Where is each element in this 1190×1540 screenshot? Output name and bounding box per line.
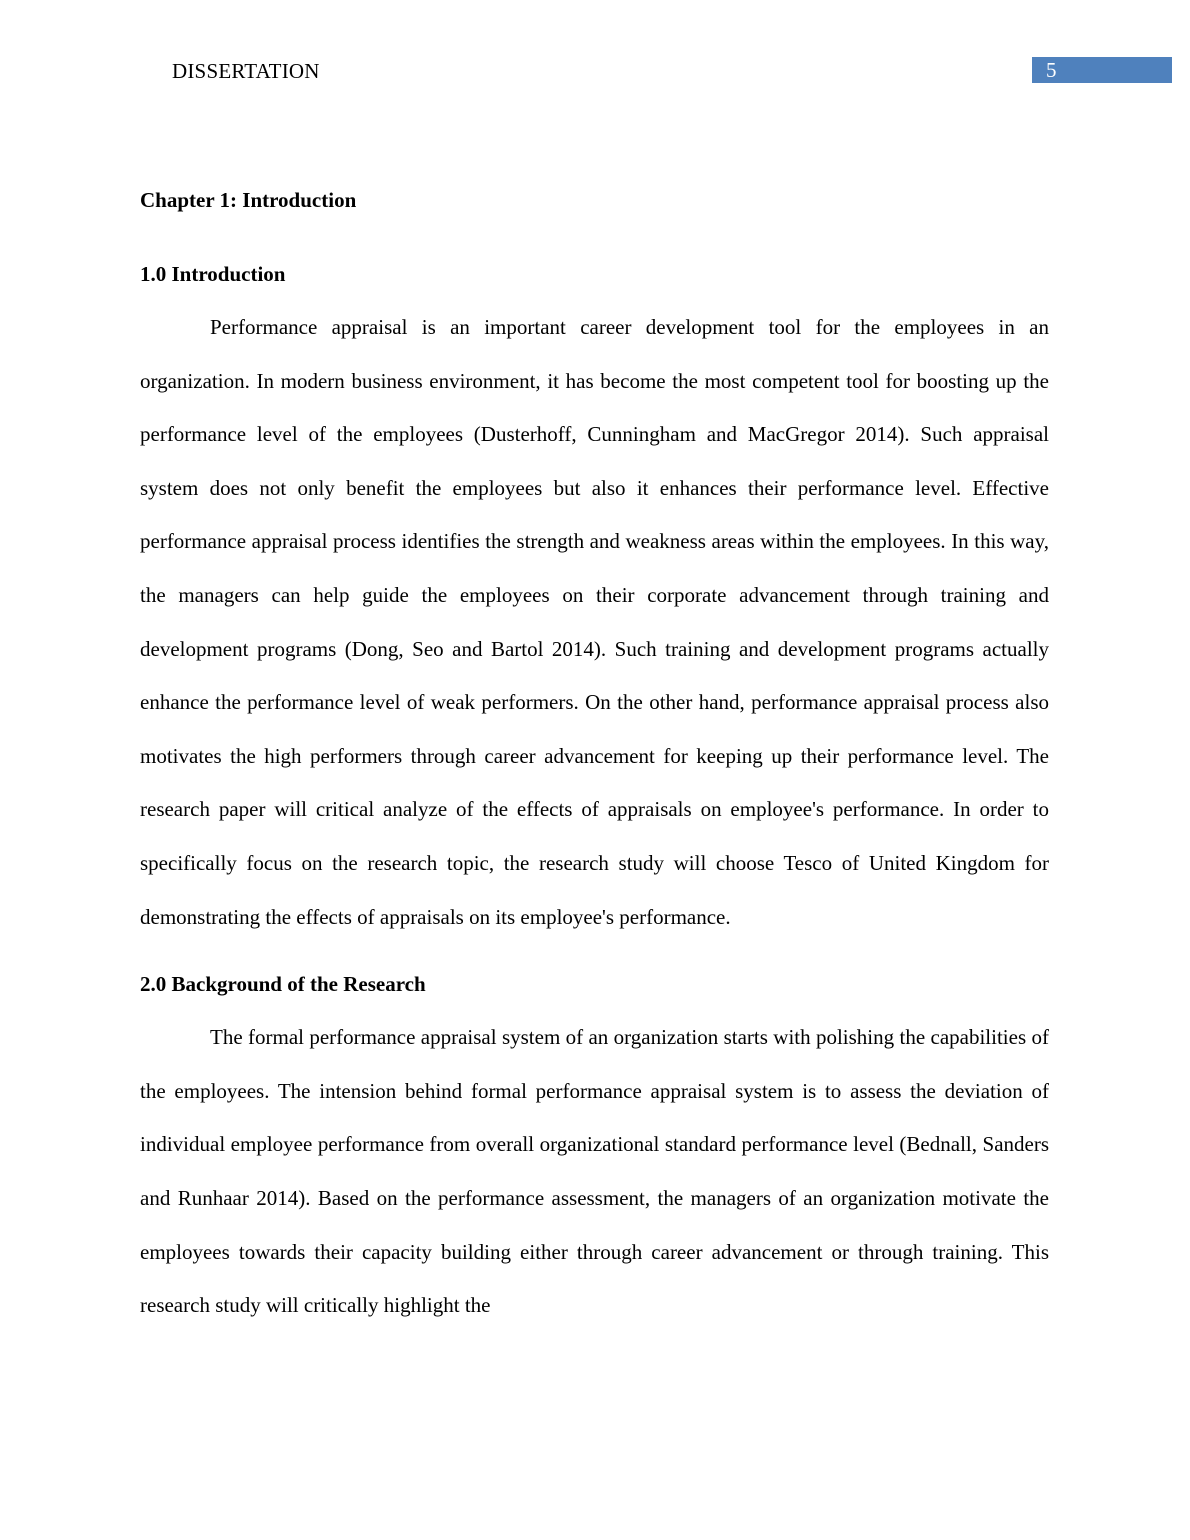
section-introduction [140, 254, 1049, 944]
document-body [140, 180, 1049, 1333]
body-paragraph: Performance appraisal is an important career development tool for the employees in an organization. In modern business environment, it has become the most competent tool for boosting up the performance level of the employees (Dusterhoff, Cunningham and MacGregor 2014). Such appraisal system does not only benefit the employees but also it enhances their performance level. Effective performance appraisal process identifies the strength and weakness areas within the employees. In this way, the managers can help guide the employees on their corporate advancement through training and development programs (Dong, Seo and Bartol 2014). Such training and development programs actually enhance the performance level of weak performers. On the other hand, performance appraisal process also motivates the high performers through career advancement for keeping up their performance level. The research paper will critical analyze of the effects of appraisals on employee's performance. In order to specifically focus on the research topic, the research study will choose Tesco of United Kingdom for demonstrating the effects of appraisals on its employee's performance. [140, 315, 1049, 929]
body-paragraph: The formal performance appraisal system of an organization starts with polishing the capabilities of the employees. The intension behind formal performance appraisal system is to assess the deviation of individual employee performance from overall organizational standard performance level (Bednall, Sanders and Runhaar 2014). Based on the performance assessment, the managers of an organization motivate the employees towards their capacity building either through career advancement or through training. This research study will critically highlight the [140, 1025, 1049, 1318]
page-number-box [1032, 57, 1172, 83]
page-number: 5 [1046, 58, 1057, 82]
running-head: DISSERTATION [172, 59, 320, 83]
section-title: 1.0 Introduction [140, 262, 286, 286]
section-title: 2.0 Background of the Research [140, 972, 426, 997]
chapter-title: Chapter 1: Introduction [140, 188, 357, 212]
section-background [140, 964, 1049, 1333]
